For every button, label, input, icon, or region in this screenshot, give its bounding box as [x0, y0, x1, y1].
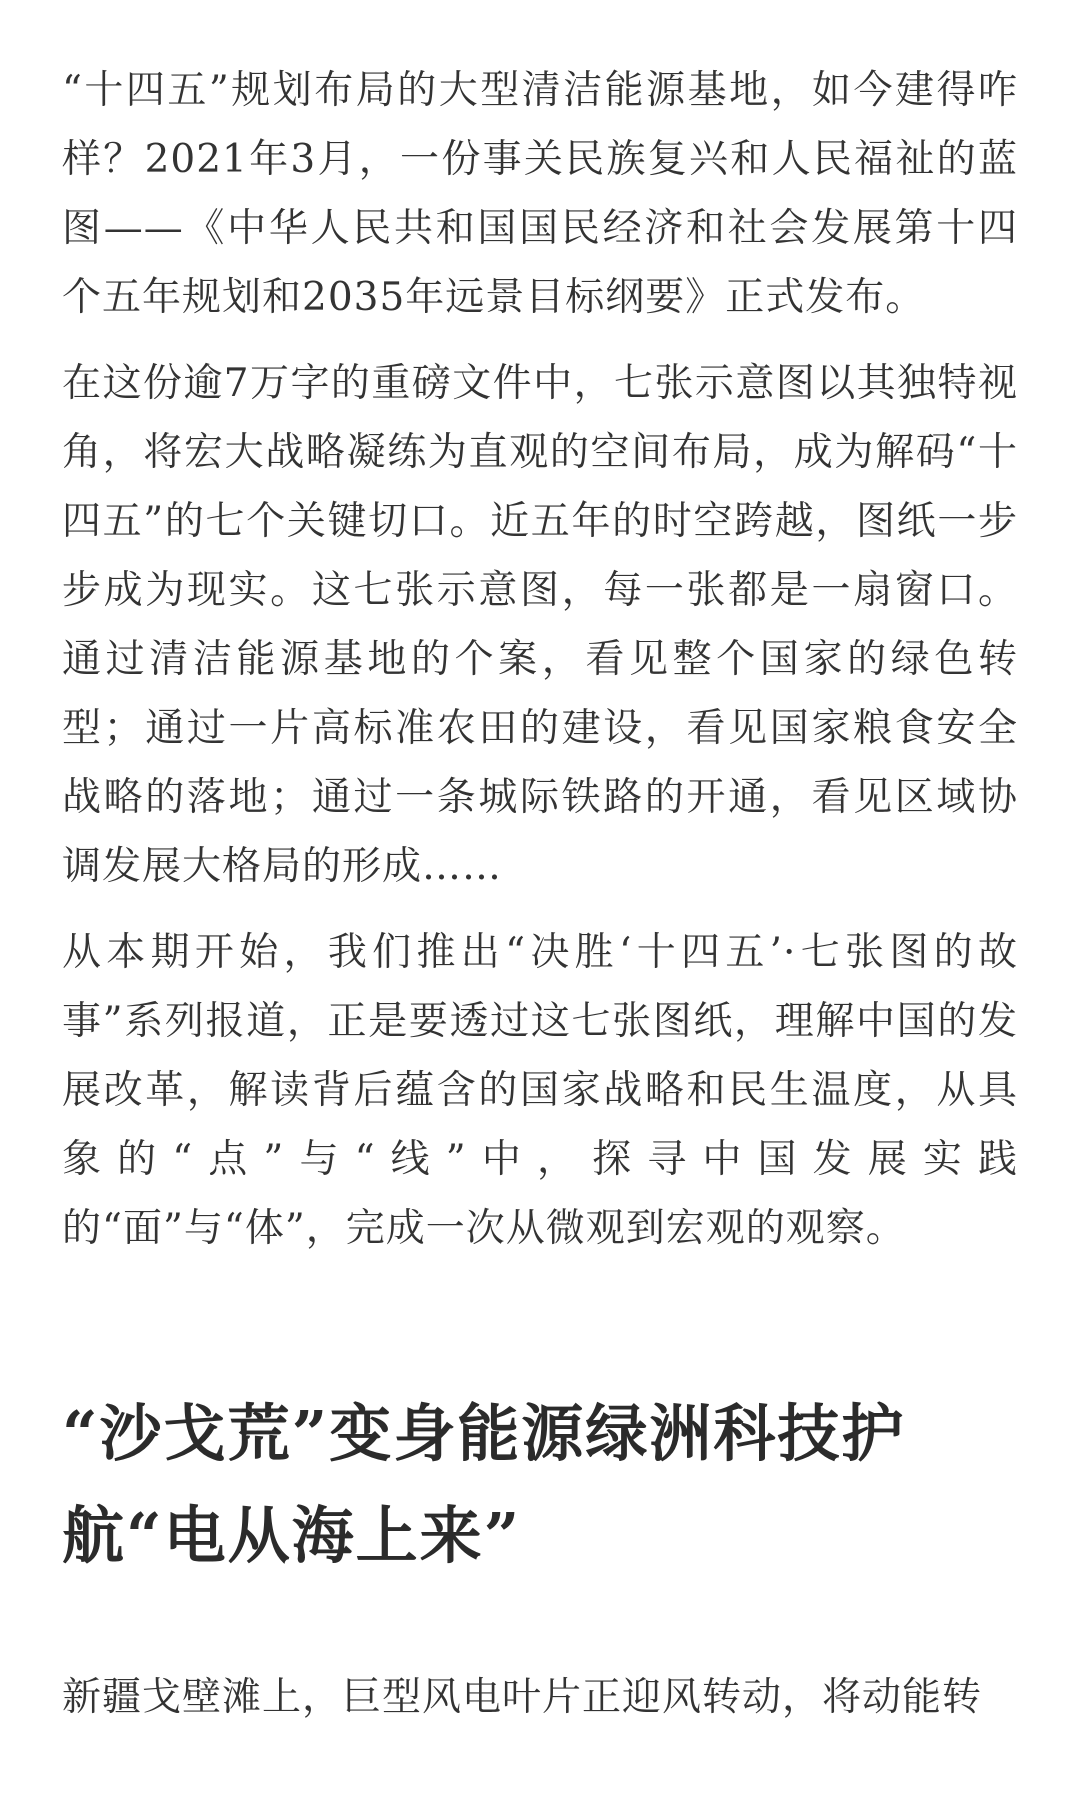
intro-paragraph: “十四五”规划布局的大型清洁能源基地，如今建得咋样？2021年3月，一份事关民族复兴和人民福祉的蓝图——《中华人民共和国国民经济和社会发展第十四个五年规划和2035年远景目标纲要》正式发布。 — [62, 68, 1018, 320]
section-heading: “沙戈荒”变身能源绿洲科技护航“电从海上来” — [62, 1397, 906, 1572]
series-intro-paragraph: 从本期开始，我们推出“决胜‘十四五’·七张图的故事”系列报道，正是要透过这七张图纸，理解中国的发展改革，解读背后蕴含的国家战略和民生温度，从具象的“点”与“线”中，探寻中国发展实践的“面”与“体”，完成一次从微观到宏观的观察。 — [62, 930, 1018, 1251]
section-first-paragraph: 新疆戈壁滩上，巨型风电叶片正迎风转动，将动能转 — [62, 1675, 983, 1720]
article-body — [62, 56, 1018, 1732]
seven-maps-paragraph: 在这份逾7万字的重磅文件中，七张示意图以其独特视角，将宏大战略凝练为直观的空间布局，成为解码“十四五”的七个关键切口。近五年的时空跨越，图纸一步步成为现实。这七张示意图，每一张都是一扇窗口。通过清洁能源基地的个案，看见整个国家的绿色转型；通过一片高标准农田的建设，看见国家粮食安全战略的落地；通过一条城际铁路的开通，看见区域协调发展大格局的形成…… — [62, 361, 1018, 889]
